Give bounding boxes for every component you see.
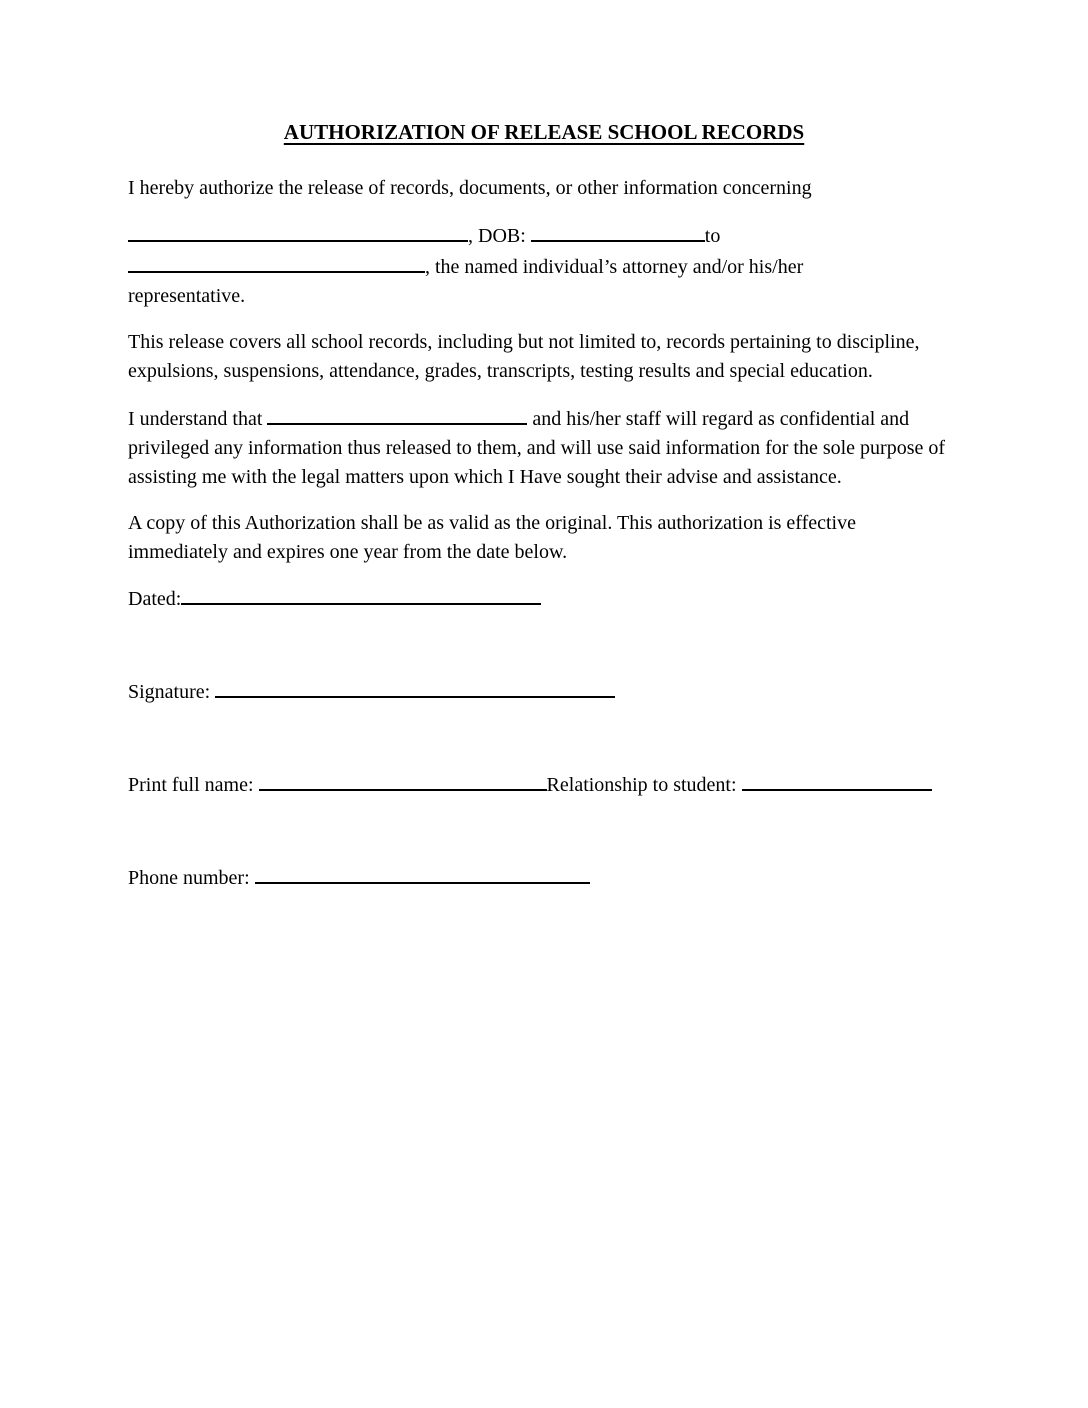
signature-row — [128, 676, 960, 707]
dated-label: Dated: — [128, 588, 182, 610]
understand-name-blank-line — [267, 403, 527, 425]
confidential-suffix: and his/her staff will regard as confidential and privileged any information thus released to them, and will use said information for the sole purpose of assisting me with the legal matters upon which I Have sought their advise and assistance. — [128, 408, 946, 488]
dated-blank-line — [181, 583, 541, 605]
release-paragraph — [128, 328, 960, 386]
release-text: This release covers all school records, including but not limited to, records pertaining to discipline, expulsions, suspensions, attendance, grades, transcripts, testing results and special education. — [128, 331, 920, 382]
confidential-prefix: I understand that — [128, 408, 263, 430]
student-name-blank-line — [128, 220, 468, 242]
confidential-paragraph — [128, 403, 960, 492]
dated-row — [128, 583, 960, 614]
relationship-label: Relationship to student: — [546, 774, 737, 796]
validity-text: A copy of this Authorization shall be as valid as the original. This authorization is effective immediately and expires one year from the date below. — [128, 512, 856, 563]
phone-row — [128, 862, 960, 893]
intro-text: I hereby authorize the release of records, documents, or other information concerning — [128, 177, 812, 199]
relationship-blank-line — [742, 769, 932, 791]
dob-label: , DOB: — [468, 225, 526, 247]
attorney-clause-text: , the named individual’s attorney and/or his/her — [425, 256, 804, 278]
to-word: to — [704, 225, 721, 247]
validity-paragraph — [128, 509, 960, 567]
document-content — [128, 118, 960, 893]
print-name-blank-line — [259, 769, 547, 791]
intro-paragraph — [128, 174, 960, 203]
signature-blank-line — [215, 676, 615, 698]
phone-blank-line — [255, 862, 590, 884]
print-name-row — [128, 769, 960, 800]
subject-paragraph — [128, 220, 960, 311]
phone-label: Phone number: — [128, 867, 250, 889]
representative-word: representative. — [128, 285, 246, 307]
dob-blank-line — [531, 220, 705, 242]
signature-label: Signature: — [128, 681, 211, 703]
print-name-label: Print full name: — [128, 774, 254, 796]
document-title: AUTHORIZATION OF RELEASE SCHOOL RECORDS — [283, 120, 805, 144]
attorney-name-blank-line — [128, 251, 425, 273]
